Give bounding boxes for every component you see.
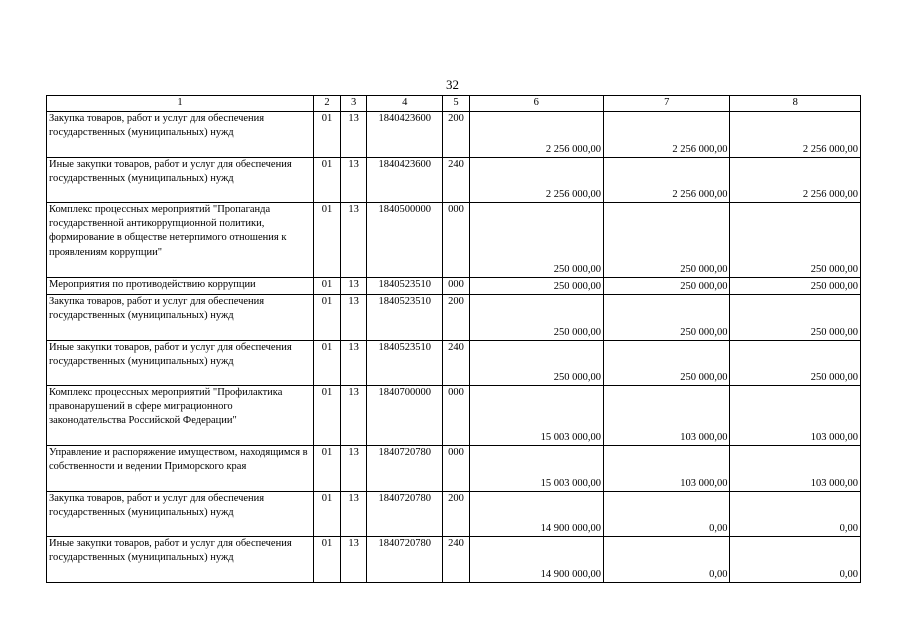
- table-row: [47, 295, 861, 341]
- amount-col-7: 250 000,00: [604, 203, 730, 278]
- expense-type-code: 200: [443, 112, 469, 158]
- column-header: 6: [469, 96, 603, 112]
- amount-col-8: 0,00: [730, 492, 861, 537]
- target-article-code: 1840720780: [367, 537, 443, 583]
- item-name: Закупка товаров, работ и услуг для обеспечения государственных (муниципальных) нужд: [47, 112, 314, 158]
- table-row: [47, 492, 861, 537]
- column-header: 7: [604, 96, 730, 112]
- amount-col-7: 250 000,00: [604, 295, 730, 341]
- subsection-code: 13: [341, 295, 367, 341]
- section-code: 01: [313, 295, 340, 341]
- subsection-code: 13: [341, 158, 367, 203]
- amount-col-8: 250 000,00: [730, 278, 861, 295]
- amount-col-7: 103 000,00: [604, 386, 730, 446]
- table-row: [47, 386, 861, 446]
- expense-type-code: 240: [443, 537, 469, 583]
- budget-table: [46, 95, 861, 583]
- table-row: [47, 158, 861, 203]
- table-row: [47, 341, 861, 386]
- amount-col-6: 250 000,00: [469, 278, 603, 295]
- table-row: [47, 112, 861, 158]
- subsection-code: 13: [341, 278, 367, 295]
- subsection-code: 13: [341, 203, 367, 278]
- item-name: Иные закупки товаров, работ и услуг для обеспечения государственных (муниципальных) нужд: [47, 537, 314, 583]
- expense-type-code: 000: [443, 203, 469, 278]
- item-name: Комплекс процессных мероприятий "Пропаганда государственной антикоррупционной политики, формирование в обществе нетерпимого отношения к проявлениям коррупции": [47, 203, 314, 278]
- expense-type-code: 200: [443, 492, 469, 537]
- item-name: Иные закупки товаров, работ и услуг для обеспечения государственных (муниципальных) нужд: [47, 158, 314, 203]
- amount-col-8: 103 000,00: [730, 386, 861, 446]
- item-name: Комплекс процессных мероприятий "Профилактика правонарушений в сфере миграционного законодательства Российской Федерации": [47, 386, 314, 446]
- subsection-code: 13: [341, 492, 367, 537]
- page-number: 32: [446, 77, 459, 92]
- amount-col-6: 14 900 000,00: [469, 537, 603, 583]
- amount-col-6: 15 003 000,00: [469, 386, 603, 446]
- amount-col-8: 250 000,00: [730, 341, 861, 386]
- column-header: 4: [367, 96, 443, 112]
- table-row: [47, 537, 861, 583]
- expense-type-code: 000: [443, 278, 469, 295]
- item-name: Мероприятия по противодействию коррупции: [47, 278, 314, 295]
- section-code: 01: [313, 446, 340, 492]
- amount-col-6: 250 000,00: [469, 203, 603, 278]
- amount-col-7: 0,00: [604, 492, 730, 537]
- expense-type-code: 240: [443, 341, 469, 386]
- target-article-code: 1840500000: [367, 203, 443, 278]
- subsection-code: 13: [341, 446, 367, 492]
- amount-col-7: 0,00: [604, 537, 730, 583]
- amount-col-6: 14 900 000,00: [469, 492, 603, 537]
- section-code: 01: [313, 278, 340, 295]
- amount-col-6: 250 000,00: [469, 341, 603, 386]
- subsection-code: 13: [341, 537, 367, 583]
- target-article-code: 1840700000: [367, 386, 443, 446]
- amount-col-7: 250 000,00: [604, 341, 730, 386]
- item-name: Закупка товаров, работ и услуг для обеспечения государственных (муниципальных) нужд: [47, 295, 314, 341]
- amount-col-8: 250 000,00: [730, 203, 861, 278]
- column-header: 5: [443, 96, 469, 112]
- subsection-code: 13: [341, 112, 367, 158]
- target-article-code: 1840423600: [367, 112, 443, 158]
- item-name: Иные закупки товаров, работ и услуг для обеспечения государственных (муниципальных) нужд: [47, 341, 314, 386]
- target-article-code: 1840523510: [367, 278, 443, 295]
- amount-col-8: 103 000,00: [730, 446, 861, 492]
- table-row: [47, 446, 861, 492]
- amount-col-8: 0,00: [730, 537, 861, 583]
- column-header: 1: [47, 96, 314, 112]
- amount-col-8: 250 000,00: [730, 295, 861, 341]
- subsection-code: 13: [341, 386, 367, 446]
- target-article-code: 1840720780: [367, 446, 443, 492]
- amount-col-8: 2 256 000,00: [730, 112, 861, 158]
- expense-type-code: 240: [443, 158, 469, 203]
- section-code: 01: [313, 492, 340, 537]
- item-name: Управление и распоряжение имуществом, находящимся в собственности и ведении Приморского края: [47, 446, 314, 492]
- header-row: [47, 96, 861, 112]
- table-row: [47, 278, 861, 295]
- subsection-code: 13: [341, 341, 367, 386]
- section-code: 01: [313, 537, 340, 583]
- section-code: 01: [313, 386, 340, 446]
- amount-col-6: 2 256 000,00: [469, 112, 603, 158]
- section-code: 01: [313, 203, 340, 278]
- amount-col-7: 103 000,00: [604, 446, 730, 492]
- expense-type-code: 000: [443, 446, 469, 492]
- expense-type-code: 000: [443, 386, 469, 446]
- amount-col-7: 2 256 000,00: [604, 112, 730, 158]
- target-article-code: 1840523510: [367, 341, 443, 386]
- amount-col-8: 2 256 000,00: [730, 158, 861, 203]
- amount-col-7: 2 256 000,00: [604, 158, 730, 203]
- item-name: Закупка товаров, работ и услуг для обеспечения государственных (муниципальных) нужд: [47, 492, 314, 537]
- amount-col-7: 250 000,00: [604, 278, 730, 295]
- section-code: 01: [313, 341, 340, 386]
- section-code: 01: [313, 112, 340, 158]
- column-header: 8: [730, 96, 861, 112]
- amount-col-6: 250 000,00: [469, 295, 603, 341]
- table-row: [47, 203, 861, 278]
- column-header: 2: [313, 96, 340, 112]
- target-article-code: 1840720780: [367, 492, 443, 537]
- expense-type-code: 200: [443, 295, 469, 341]
- section-code: 01: [313, 158, 340, 203]
- amount-col-6: 15 003 000,00: [469, 446, 603, 492]
- target-article-code: 1840423600: [367, 158, 443, 203]
- target-article-code: 1840523510: [367, 295, 443, 341]
- amount-col-6: 2 256 000,00: [469, 158, 603, 203]
- column-header: 3: [341, 96, 367, 112]
